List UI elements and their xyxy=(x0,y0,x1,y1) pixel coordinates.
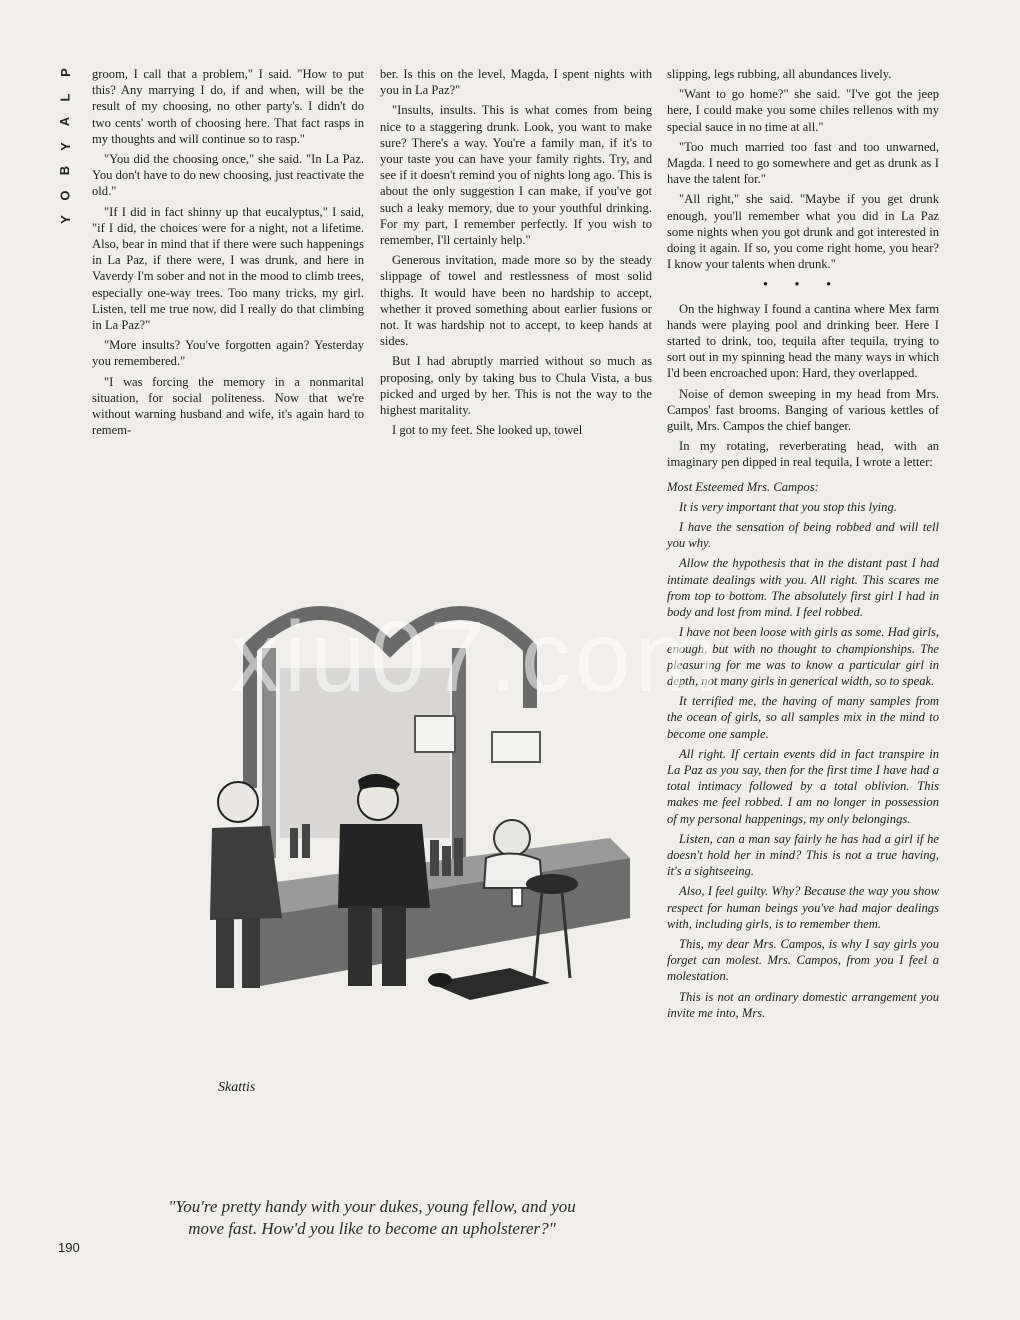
letter-paragraph: This, my dear Mrs. Campos, is why I say girls you forget can molest. Mrs. Campos, from you I feel a molestation. xyxy=(667,936,939,984)
letter-body xyxy=(667,499,939,1021)
paragraph: In my rotating, reverberating head, with an imaginary pen dipped in real tequila, I wrote a letter: xyxy=(667,439,939,470)
text-column-1 xyxy=(92,66,364,442)
masthead-letter: O xyxy=(57,189,73,201)
paragraph: Noise of demon sweeping in my head from Mrs. Campos' fast brooms. Banging of various kettles of guilt, Mrs. Campos the chief banger. xyxy=(667,386,939,434)
letter-paragraph: I have the sensation of being robbed and will tell you why. xyxy=(667,520,939,551)
paragraph: slipping, legs rubbing, all abundances lively. xyxy=(667,67,892,81)
paragraph: "I was forcing the memory in a nonmarital situation, for social politeness. Now that we're without warning husband and wife, it's again hard to remem- xyxy=(92,374,364,438)
cartoon-drawing xyxy=(190,588,660,1008)
paragraph: "Too much married too fast and too unwarned, Magda. I need to go somewhere and get as drunk as I have the talent for." xyxy=(667,139,939,187)
paragraph: But I had abruptly married without so much as proposing, only by taking bus to Chula Vista, a bus picked and urged by her. This is not the way to the highest maritality. xyxy=(380,354,652,418)
letter-paragraph: Also, I feel guilty. Why? Because the way you show respect for human beings you've had major dealings with, including girls, is to remember them. xyxy=(667,884,939,931)
paragraph: ber. Is this on the level, Magda, I spent nights with you in La Paz?" xyxy=(380,67,652,98)
cartoon-caption: "You're pretty handy with your dukes, young fellow, and you move fast. How'd you like to become an upholsterer?" xyxy=(168,1197,576,1238)
watermark-text: xiu07.com xyxy=(230,601,722,713)
masthead-letter: P xyxy=(57,68,73,77)
letter-paragraph: I have not been loose with girls as some. Had girls, enough, but with no thought to championships. The pleasuring for me was to know a particular girl in depth, not many girls in generical width, so to speak. xyxy=(667,625,939,688)
masthead-letter: B xyxy=(57,165,73,176)
masthead-letter: Y xyxy=(57,141,73,151)
section-break: • • • xyxy=(763,277,843,292)
letter-paragraph: It terrified me, the having of many samples from the ocean of girls, so all samples mix in the mind to become one sample. xyxy=(667,694,939,741)
cartoon-illustration xyxy=(190,588,660,1095)
paragraph: "All right," she said. "Maybe if you get drunk enough, you'll remember what you did in La Paz some nights when you got drunk and got interested in doing it again. If so, you come right home, you hear? I know your talents when drunk." xyxy=(667,192,939,272)
paragraph: I got to my feet. She looked up, towel xyxy=(392,423,583,438)
paragraph: "You did the choosing once," she said. "In La Paz. You don't have to do new choosing, just reactivate the old." xyxy=(92,152,364,199)
page-number: 190 xyxy=(58,1240,80,1255)
masthead-letter: L xyxy=(57,93,73,101)
paragraph: Generous invitation, made more so by the steady slippage of towel and restlessness of most solid thighs. It would have been no hardship to accept, whether it proved something about earlier fusions or not. It was hardship not to accept, to keep hands at sides. xyxy=(380,253,652,349)
paragraph: "Insults, insults. This is what comes from being nice to a staggering drunk. Look, you want to make sure? There's a way. You're a family man, if it's to your taste you can have your family rights. Try, and see if it doesn't remind you of nights long ago. This is about the only suggestion I can make, if you've got such a leaky memory, due to your youthful drinking. For my part, I remember perfectly. If you wish to remember, I'll certainly help." xyxy=(380,103,652,248)
text-column-2 xyxy=(380,66,652,442)
masthead-spine xyxy=(54,66,76,226)
masthead-letter: Y xyxy=(57,215,73,224)
paragraph: groom, I call that a problem," I said. "How to put this? Any marrying I do, if and when, will be the result of my choosing, no other party's. I didn't do two cents' worth of choosing here. That fact rasps in my thoughts and will continue so to rasp." xyxy=(92,67,364,146)
letter-salutation: Most Esteemed Mrs. Campos: xyxy=(667,479,819,494)
masthead-letter: A xyxy=(57,116,73,127)
letter-paragraph: Listen, can a man say fairly he has had a girl if he doesn't hold her in mind? This is not a true having, it's a sightseeing. xyxy=(667,831,939,879)
letter-paragraph: It is very important that you stop this lying. xyxy=(679,499,897,514)
letter-paragraph: Allow the hypothesis that in the distant past I had intimate dealings with you. All right. This scares me from top to bottom. The absolutely first girl I had in body and lost from mind. I feel robbed. xyxy=(667,556,939,620)
paragraph: "More insults? You've forgotten again? Yesterday you remembered." xyxy=(92,338,364,369)
cartoonist-signature: Skattis xyxy=(218,1080,256,1095)
letter-paragraph: This is not an ordinary domestic arrangement you invite me into, Mrs. xyxy=(667,989,939,1020)
letter-paragraph: All right. If certain events did in fact transpire in La Paz as you say, then for the first time I have had a total intimacy followed by a total oblivion. This makes me feel robbed. I am no longer in possession of my personal happenings, my only belongings. xyxy=(667,746,939,826)
paragraph: "If I did in fact shinny up that eucalyptus," I said, "if I did, the choices were for a night, not a lifetime. Also, bear in mind that if there were such happenings in La Paz, if there were, I was drunk, and here in Vaverdy I'm sober and not in the mood to climb trees, especially one-way trees. Too many tricks, my girl. Listen, tell me true now, did I really do that climbing in La Paz?" xyxy=(92,204,364,333)
paragraph: "Want to go home?" she said. "I've got the jeep here, I could make you some chiles rellenos with my special sauce in no time at all." xyxy=(667,87,939,134)
paragraph: On the highway I found a cantina where Mex farm hands were playing pool and drinking beer. Here I started to drink, too, tequila after tequila, trying to sort out in my spinning head the many ways in which I'd been encroached upon: Hard, they overlapped. xyxy=(667,301,939,381)
text-column-3 xyxy=(667,66,939,1256)
